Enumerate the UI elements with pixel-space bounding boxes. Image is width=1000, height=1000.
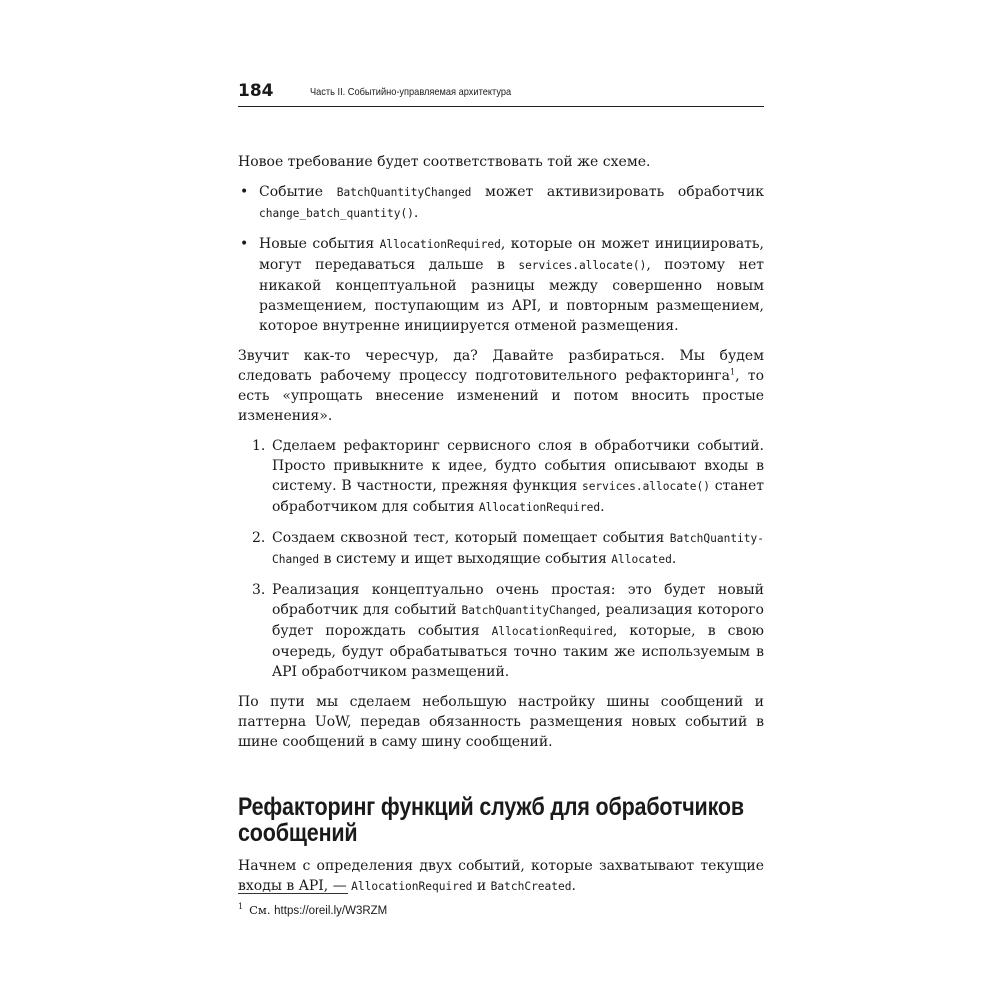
list-number: 2. — [252, 530, 266, 546]
text-run: Реализация концептуально очень простая: это будет новый обработчик для событий — [272, 582, 764, 618]
intro-paragraph: Новое требование будет соответствовать той же схеме. — [238, 154, 651, 170]
inline-code: AllocationRequired — [379, 238, 501, 251]
text-run: в систему и ищет выходящие события — [319, 551, 612, 567]
footnote-link[interactable]: https://oreil.ly/W3RZM — [274, 904, 388, 917]
inline-code: BatchQuantityChanged — [461, 604, 597, 617]
text-run: может активизировать обработчик — [471, 184, 764, 200]
running-header — [238, 80, 764, 107]
text-run: станет обработчиком для события — [272, 478, 764, 515]
running-header-title: Часть II. Событийно-управляемая архитектура — [310, 86, 512, 98]
list-item — [238, 528, 764, 570]
footnote-prefix: См. — [249, 902, 275, 917]
footnote-divider — [238, 893, 348, 894]
bullet-marker: • — [240, 236, 249, 252]
inline-code: services.allocate() — [518, 259, 647, 272]
inline-code: BatchCreated — [490, 880, 572, 893]
paragraph: По пути мы сделаем небольшую настройку шины сообщений и паттерна UoW, передав обязанность размещения новых событий в шине сообщений в саму шину сообщений. — [238, 694, 764, 750]
paragraph — [238, 856, 764, 897]
text-run: . — [600, 499, 605, 515]
text-run: , которые, в свою очередь, будут обрабатываться точно таким же используемым в API обработчиком размещений. — [272, 623, 764, 680]
text-run: , которые он может инициировать, могут передаваться дальше в — [259, 236, 764, 273]
list-number: 3. — [252, 582, 266, 598]
text-run: . — [413, 205, 419, 221]
list-number: 1. — [252, 438, 266, 454]
list-item — [238, 234, 764, 336]
list-item — [238, 182, 764, 224]
text-run: , поэтому нет никакой концептуальной разницы между совершенно новым размещением, поступающим из API, и повторным размещением, которое внутренне инициируется отменой размещения. — [259, 257, 764, 334]
page-number: 184 — [238, 81, 274, 101]
footnote-reference[interactable]: 1 — [729, 367, 736, 377]
text-run: Создаем сквозной тест, который помещает события — [272, 530, 670, 546]
inline-code: Allocated — [611, 553, 672, 566]
section-heading: Рефакторинг функций служб для обработчиков сообщений — [238, 793, 744, 847]
text-run: Новые события — [259, 236, 380, 252]
text-run: Звучит как-то чересчур, да? Давайте разбираться. Мы будем следовать рабочему процессу подготовительного рефакторинга — [238, 348, 764, 384]
bullet-marker: • — [240, 184, 249, 200]
inline-code: BatchQuantityChanged — [336, 186, 472, 199]
inline-code: AllocationRequired — [491, 625, 613, 638]
text-run: Начнем с определения двух событий, которые захватывают текущие входы в API, — — [238, 858, 764, 894]
inline-code: BatchQuantity-Changed — [272, 532, 764, 566]
text-run: Сделаем рефакторинг сервисного слоя в обработчики событий. Просто привыкните к идее, будто события описывают входы в систему. В частности, прежняя функция — [272, 438, 764, 494]
numbered-list — [238, 436, 764, 682]
inline-code: AllocationRequired — [351, 880, 473, 893]
text-run: и — [472, 878, 491, 894]
inline-code: AllocationRequired — [478, 501, 601, 514]
paragraph — [238, 346, 764, 426]
bullet-list — [238, 182, 764, 336]
list-item — [238, 580, 764, 682]
inline-code: change_batch_quantity() — [259, 207, 414, 220]
body-text — [238, 152, 764, 907]
footnote — [238, 899, 387, 919]
text-run: . — [671, 551, 677, 567]
text-run: . — [571, 878, 576, 894]
inline-code: services.allocate() — [581, 480, 710, 493]
footnote-number: 1 — [238, 902, 244, 911]
text-run: Событие — [259, 184, 337, 200]
list-item — [238, 436, 764, 518]
text-run: , то есть «упрощать внесение изменений и потом вносить простые изменения». — [238, 368, 764, 424]
text-run: , реализация которого будет порождать события — [272, 602, 764, 639]
